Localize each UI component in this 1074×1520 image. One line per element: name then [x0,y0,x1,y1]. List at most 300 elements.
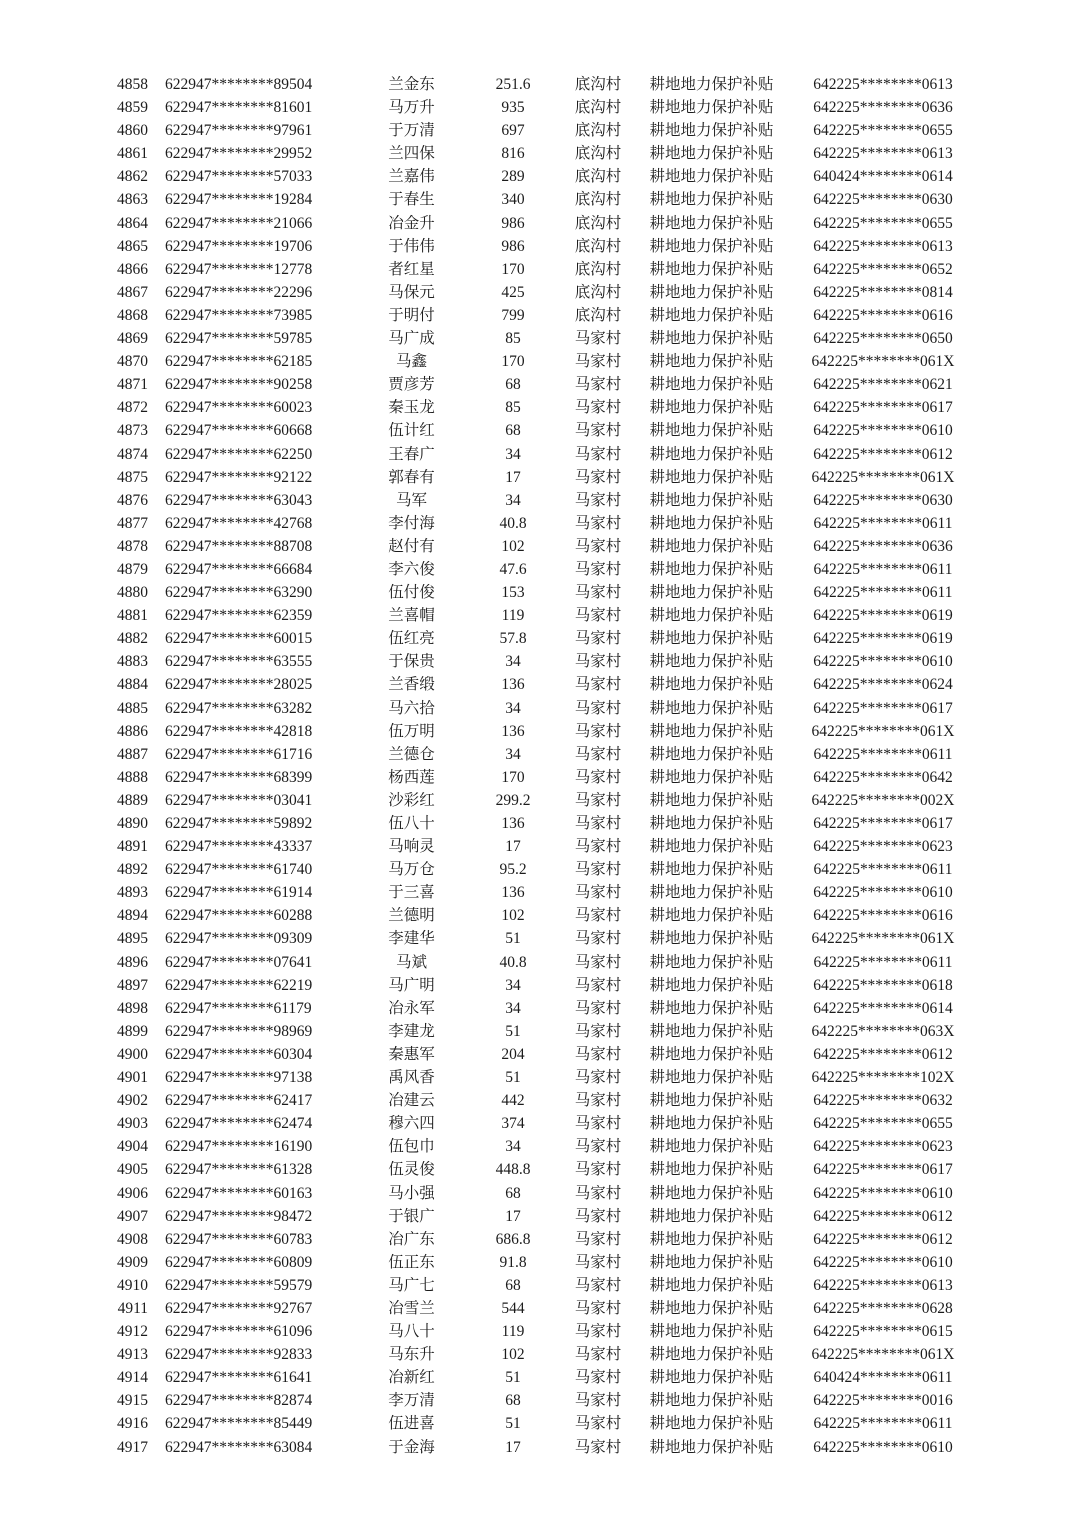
name-cell: 伍正东 [388,1253,435,1271]
row-number-cell: 4916 [117,1415,148,1433]
village-cell: 马家村 [574,1092,622,1110]
row-number-cell: 4858 [117,76,148,93]
name-cell: 于伟伟 [388,237,435,255]
subsidy-program-cell: 耕地地力保护补贴 [649,1022,774,1040]
subsidy-program-cell: 耕地地力保护补贴 [649,930,774,948]
table-row [88,396,985,419]
amount-cell: 34 [505,999,521,1017]
subsidy-program-cell: 耕地地力保护补贴 [649,653,774,671]
table-row [88,304,985,327]
subsidy-program-cell: 耕地地力保护补贴 [649,584,774,602]
name-cell: 于银广 [388,1207,435,1225]
amount-cell: 85 [505,330,521,348]
amount-cell: 17 [505,1438,521,1456]
table-row [88,1089,985,1112]
subsidy-program-cell: 耕地地力保护补贴 [649,676,774,694]
village-cell: 马家村 [574,1438,622,1456]
masked-account-cell: 642225********0619 [813,630,953,648]
row-number-cell: 4875 [117,468,148,486]
table-row [88,235,985,258]
amount-cell: 170 [501,260,525,278]
table-row [88,720,985,743]
row-number-cell: 4870 [117,353,148,371]
amount-cell: 68 [505,1392,521,1410]
subsidy-program-cell: 耕地地力保护补贴 [649,422,774,440]
row-number-cell: 4882 [117,630,148,648]
subsidy-program-cell: 耕地地力保护补贴 [649,237,774,255]
name-cell: 冶永军 [388,999,435,1017]
subsidy-program-cell: 耕地地力保护补贴 [649,1323,774,1341]
village-cell: 马家村 [574,745,622,763]
masked-id-cell: 622947********62474 [165,1115,313,1133]
table-row [88,835,985,858]
table-row [88,697,985,720]
amount-cell: 340 [501,191,525,209]
table-row [88,604,985,627]
row-number-cell: 4864 [117,214,148,232]
row-number-cell: 4906 [117,1184,148,1202]
masked-id-cell: 622947********62219 [165,976,313,994]
masked-id-cell: 622947********98472 [165,1207,313,1225]
village-cell: 马家村 [574,976,622,994]
name-cell: 兰香缎 [388,676,435,694]
subsidy-program-cell: 耕地地力保护补贴 [649,1207,774,1225]
amount-cell: 374 [501,1115,525,1133]
masked-account-cell: 642225********002X [811,791,955,809]
village-cell: 马家村 [574,560,622,578]
amount-cell: 153 [501,584,525,602]
subsidy-program-cell: 耕地地力保护补贴 [649,468,774,486]
row-number-cell: 4907 [117,1207,148,1225]
name-cell: 伍灵俊 [388,1161,435,1179]
masked-account-cell: 642225********0016 [813,1392,953,1410]
amount-cell: 204 [501,1045,525,1063]
village-cell: 马家村 [574,1415,622,1433]
village-cell: 马家村 [574,999,622,1017]
subsidy-program-cell: 耕地地力保护补贴 [649,445,774,463]
row-number-cell: 4908 [117,1230,148,1248]
amount-cell: 95.2 [499,861,527,879]
amount-cell: 68 [505,1276,521,1294]
row-number-cell: 4895 [117,930,148,948]
masked-account-cell: 642225********0628 [813,1299,953,1317]
masked-account-cell: 642225********061X [811,722,955,740]
table-row [88,373,985,396]
name-cell: 冶新红 [388,1369,435,1387]
subsidy-program-cell: 耕地地力保护补贴 [649,953,774,971]
masked-account-cell: 642225********0611 [813,560,953,578]
masked-account-cell: 642225********0623 [813,1138,953,1156]
subsidy-program-cell: 耕地地力保护补贴 [649,514,774,532]
table-row [88,673,985,696]
village-cell: 底沟村 [574,214,622,232]
village-cell: 底沟村 [574,168,622,186]
row-number-cell: 4897 [117,976,148,994]
table-row [88,281,985,304]
masked-id-cell: 622947********90258 [165,376,313,394]
masked-account-cell: 642225********061X [811,468,955,486]
masked-account-cell: 642225********0610 [813,1438,953,1456]
subsidy-program-cell: 耕地地力保护补贴 [649,907,774,925]
amount-cell: 251.6 [495,76,531,93]
village-cell: 马家村 [574,353,622,371]
amount-cell: 51 [505,930,521,948]
table-row [88,443,985,466]
amount-cell: 119 [501,607,525,625]
subsidy-program-cell: 耕地地力保护补贴 [649,1369,774,1387]
amount-cell: 34 [505,491,521,509]
masked-id-cell: 622947********97138 [165,1069,313,1087]
row-number-cell: 4861 [117,145,148,163]
masked-id-cell: 622947********92833 [165,1346,313,1364]
name-cell: 马军 [395,491,427,509]
masked-account-cell: 642225********0814 [813,283,953,301]
table-row [88,1412,985,1435]
row-number-cell: 4915 [117,1392,148,1410]
subsidy-program-cell: 耕地地力保护补贴 [649,999,774,1017]
row-number-cell: 4860 [117,122,148,140]
row-number-cell: 4887 [117,745,148,763]
village-cell: 马家村 [574,722,622,740]
subsidy-program-cell: 耕地地力保护补贴 [649,1392,774,1410]
table-row [88,188,985,211]
amount-cell: 34 [505,445,521,463]
masked-account-cell: 642225********0642 [813,768,953,786]
row-number-cell: 4886 [117,722,148,740]
name-cell: 马小强 [388,1184,435,1202]
amount-cell: 40.8 [499,514,527,532]
amount-cell: 448.8 [495,1161,531,1179]
name-cell: 于明付 [388,306,435,324]
masked-id-cell: 622947********63290 [165,584,313,602]
village-cell: 马家村 [574,815,622,832]
village-cell: 马家村 [574,838,622,856]
amount-cell: 17 [505,468,521,486]
name-cell: 李建华 [388,930,435,948]
name-cell: 马六拾 [388,699,435,717]
village-cell: 马家村 [574,537,622,555]
name-cell: 贾彦芳 [388,376,435,394]
village-cell: 马家村 [574,1184,622,1202]
masked-id-cell: 622947********60015 [165,630,313,648]
table-row [88,881,985,904]
table-row [88,1274,985,1297]
amount-cell: 17 [505,1207,521,1225]
masked-account-cell: 640424********0611 [813,1369,953,1387]
subsidy-program-cell: 耕地地力保护补贴 [649,745,774,763]
masked-id-cell: 622947********62185 [165,353,313,371]
masked-account-cell: 642225********0613 [813,1276,953,1294]
table-row [88,951,985,974]
subsidy-program-cell: 耕地地力保护补贴 [649,376,774,394]
table-row [88,165,985,188]
amount-cell: 986 [501,214,525,232]
masked-id-cell: 622947********61641 [165,1369,313,1387]
name-cell: 兰德明 [388,907,435,925]
masked-account-cell: 642225********0612 [813,1207,953,1225]
subsidy-program-cell: 耕地地力保护补贴 [649,976,774,994]
name-cell: 伍付俊 [388,584,435,602]
masked-account-cell: 642225********0621 [813,376,953,394]
name-cell: 郭春有 [388,468,435,486]
name-cell: 伍万明 [388,722,435,740]
masked-account-cell: 642225********0611 [813,745,953,763]
village-cell: 马家村 [574,1299,622,1317]
amount-cell: 91.8 [499,1253,527,1271]
table-row [88,1251,985,1274]
village-cell: 底沟村 [574,260,622,278]
row-number-cell: 4900 [117,1045,148,1063]
masked-id-cell: 622947********59892 [165,815,313,832]
name-cell: 李六俊 [388,560,435,578]
masked-id-cell: 622947********57033 [165,168,313,186]
village-cell: 马家村 [574,884,622,902]
village-cell: 底沟村 [574,76,622,93]
row-number-cell: 4890 [117,815,148,832]
table-row [88,489,985,512]
amount-cell: 68 [505,422,521,440]
row-number-cell: 4880 [117,584,148,602]
amount-cell: 34 [505,1138,521,1156]
masked-id-cell: 622947********62250 [165,445,313,463]
village-cell: 马家村 [574,491,622,509]
row-number-cell: 4868 [117,306,148,324]
row-number-cell: 4881 [117,607,148,625]
subsidy-program-cell: 耕地地力保护补贴 [649,353,774,371]
masked-account-cell: 642225********0624 [813,676,953,694]
row-number-cell: 4913 [117,1346,148,1364]
masked-account-cell: 640424********0614 [813,168,953,186]
village-cell: 底沟村 [574,99,622,117]
row-number-cell: 4862 [117,168,148,186]
name-cell: 李建龙 [388,1022,435,1040]
village-cell: 底沟村 [574,306,622,324]
name-cell: 于万清 [388,122,435,140]
row-number-cell: 4873 [117,422,148,440]
masked-account-cell: 642225********061X [811,353,955,371]
row-number-cell: 4917 [117,1438,148,1456]
masked-account-cell: 642225********0630 [813,491,953,509]
masked-id-cell: 622947********60783 [165,1230,313,1248]
name-cell: 兰四保 [388,145,435,163]
table-row [88,789,985,812]
masked-account-cell: 642225********0613 [813,76,953,93]
row-number-cell: 4888 [117,768,148,786]
subsidy-program-cell: 耕地地力保护补贴 [649,283,774,301]
village-cell: 马家村 [574,376,622,394]
masked-account-cell: 642225********0611 [813,953,953,971]
masked-id-cell: 622947********28025 [165,676,313,694]
masked-account-cell: 642225********0612 [813,1230,953,1248]
masked-id-cell: 622947********42768 [165,514,313,532]
amount-cell: 85 [505,399,521,417]
village-cell: 马家村 [574,1045,622,1063]
village-cell: 底沟村 [574,237,622,255]
row-number-cell: 4904 [117,1138,148,1156]
table-row [88,812,985,835]
amount-cell: 68 [505,376,521,394]
name-cell: 兰嘉伟 [388,168,435,186]
subsidy-program-cell: 耕地地力保护补贴 [649,1045,774,1063]
amount-cell: 102 [501,907,525,925]
row-number-cell: 4914 [117,1369,148,1387]
row-number-cell: 4879 [117,560,148,578]
table-row [88,1366,985,1389]
table-row [88,1297,985,1320]
subsidy-program-cell: 耕地地力保护补贴 [649,884,774,902]
masked-account-cell: 642225********063X [811,1022,955,1040]
masked-id-cell: 622947********89504 [165,76,313,93]
amount-cell: 170 [501,353,525,371]
village-cell: 马家村 [574,791,622,809]
subsidy-program-cell: 耕地地力保护补贴 [649,722,774,740]
subsidy-program-cell: 耕地地力保护补贴 [649,1092,774,1110]
village-cell: 马家村 [574,676,622,694]
table-row [88,350,985,373]
name-cell: 杨西莲 [388,768,435,786]
amount-cell: 34 [505,699,521,717]
masked-account-cell: 642225********0652 [813,260,953,278]
name-cell: 兰金东 [388,76,435,93]
name-cell: 于春生 [388,191,435,209]
name-cell: 伍八十 [388,815,435,832]
row-number-cell: 4898 [117,999,148,1017]
village-cell: 马家村 [574,1207,622,1225]
subsidy-program-cell: 耕地地力保护补贴 [649,330,774,348]
amount-cell: 289 [501,168,525,186]
subsidy-program-cell: 耕地地力保护补贴 [649,861,774,879]
row-number-cell: 4901 [117,1069,148,1087]
table-row [88,1320,985,1343]
masked-id-cell: 622947********19706 [165,237,313,255]
amount-cell: 136 [501,722,525,740]
row-number-cell: 4896 [117,953,148,971]
subsidy-program-cell: 耕地地力保护补贴 [649,838,774,856]
masked-account-cell: 642225********0617 [813,399,953,417]
amount-cell: 136 [501,884,525,902]
village-cell: 马家村 [574,584,622,602]
name-cell: 于金海 [388,1438,435,1456]
masked-account-cell: 642225********0623 [813,838,953,856]
subsidy-program-cell: 耕地地力保护补贴 [649,815,774,832]
table-row [88,142,985,165]
amount-cell: 816 [501,145,525,163]
masked-account-cell: 642225********0618 [813,976,953,994]
masked-id-cell: 622947********60163 [165,1184,313,1202]
row-number-cell: 4911 [117,1299,148,1317]
masked-account-cell: 642225********0610 [813,422,953,440]
village-cell: 马家村 [574,1276,622,1294]
masked-account-cell: 642225********0610 [813,1253,953,1271]
amount-cell: 57.8 [499,630,527,648]
masked-id-cell: 622947********60288 [165,907,313,925]
table-row [88,212,985,235]
village-cell: 马家村 [574,1069,622,1087]
village-cell: 马家村 [574,953,622,971]
masked-id-cell: 622947********09309 [165,930,313,948]
amount-cell: 102 [501,537,525,555]
masked-id-cell: 622947********60668 [165,422,313,440]
village-cell: 马家村 [574,607,622,625]
amount-cell: 136 [501,815,525,832]
table-row [88,974,985,997]
village-cell: 马家村 [574,907,622,925]
masked-id-cell: 622947********63555 [165,653,313,671]
table-row [88,581,985,604]
masked-account-cell: 642225********0614 [813,999,953,1017]
masked-id-cell: 622947********60809 [165,1253,313,1271]
row-number-cell: 4910 [117,1276,148,1294]
subsidy-program-cell: 耕地地力保护补贴 [649,99,774,117]
name-cell: 马广成 [388,330,435,348]
table-row [88,904,985,927]
masked-account-cell: 642225********0611 [813,584,953,602]
village-cell: 马家村 [574,422,622,440]
subsidy-table [88,73,985,1459]
row-number-cell: 4877 [117,514,148,532]
village-cell: 马家村 [574,768,622,786]
row-number-cell: 4903 [117,1115,148,1133]
amount-cell: 34 [505,976,521,994]
village-cell: 马家村 [574,1138,622,1156]
table-row [88,766,985,789]
amount-cell: 17 [505,838,521,856]
masked-account-cell: 642225********0615 [813,1323,953,1341]
row-number-cell: 4889 [117,791,148,809]
subsidy-program-cell: 耕地地力保护补贴 [649,1253,774,1271]
name-cell: 伍计红 [388,422,435,440]
table-row [88,258,985,281]
name-cell: 马保元 [388,283,435,301]
table-row [88,1182,985,1205]
row-number-cell: 4893 [117,884,148,902]
masked-id-cell: 622947********03041 [165,791,313,809]
table-row [88,1043,985,1066]
masked-id-cell: 622947********29952 [165,145,313,163]
table-row [88,927,985,950]
table-row [88,1205,985,1228]
masked-account-cell: 642225********0617 [813,815,953,832]
name-cell: 马万升 [388,99,435,117]
masked-id-cell: 622947********63282 [165,699,313,717]
row-number-cell: 4912 [117,1323,148,1341]
village-cell: 马家村 [574,1253,622,1271]
name-cell: 伍包巾 [388,1138,435,1156]
masked-account-cell: 642225********0610 [813,653,953,671]
subsidy-program-cell: 耕地地力保护补贴 [649,168,774,186]
masked-account-cell: 642225********0616 [813,306,953,324]
name-cell: 马响灵 [388,838,435,856]
amount-cell: 136 [501,676,525,694]
masked-account-cell: 642225********0611 [813,861,953,879]
subsidy-program-cell: 耕地地力保护补贴 [649,537,774,555]
table-row [88,327,985,350]
amount-cell: 34 [505,653,521,671]
masked-account-cell: 642225********0632 [813,1092,953,1110]
masked-id-cell: 622947********62417 [165,1092,313,1110]
subsidy-program-cell: 耕地地力保护补贴 [649,560,774,578]
amount-cell: 442 [501,1092,525,1110]
subsidy-program-cell: 耕地地力保护补贴 [649,1346,774,1364]
amount-cell: 51 [505,1415,521,1433]
name-cell: 兰德仓 [388,745,435,763]
subsidy-program-cell: 耕地地力保护补贴 [649,214,774,232]
table-row [88,1066,985,1089]
subsidy-program-cell: 耕地地力保护补贴 [649,1069,774,1087]
masked-account-cell: 642225********0655 [813,214,953,232]
masked-id-cell: 622947********12778 [165,260,313,278]
table-row [88,997,985,1020]
